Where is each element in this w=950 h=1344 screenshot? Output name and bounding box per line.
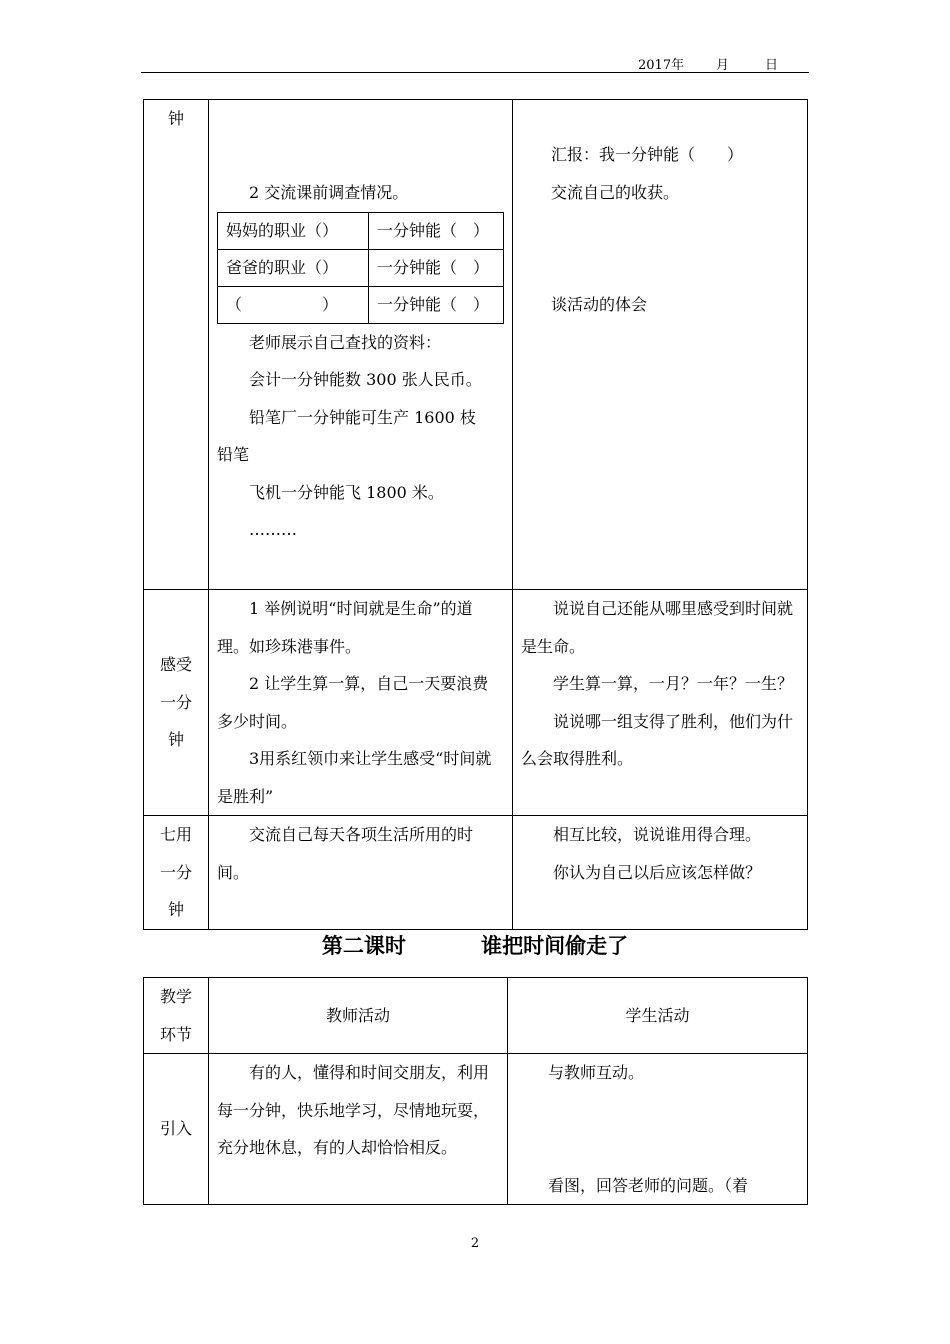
student-step: 说说哪一组支得了胜利，他们为什么会取得胜利。 xyxy=(521,711,794,768)
header-month: 月 xyxy=(716,58,730,73)
teacher-step: 有的人，懂得和时间交朋友，利用每一分钟，快乐地学习，尽情地玩耍，充分地休息，有的人却恰恰相反。 xyxy=(217,1063,490,1157)
survey-table xyxy=(217,212,504,324)
teacher-activity-cell xyxy=(209,816,513,930)
student-step: 说说自己还能从哪里感受到时间就是生命。 xyxy=(521,599,794,656)
survey-cell: （ ） xyxy=(218,286,369,323)
section-title xyxy=(0,928,950,964)
teacher-step: 2 让学生算一算，自己一天要浪费多少时间。 xyxy=(217,674,489,731)
student-share: 交流自己的收获。 xyxy=(551,182,680,202)
survey-intro: 2 交流课前调查情况。 xyxy=(249,183,409,202)
header-year: 2017年 xyxy=(638,58,685,73)
student-activity-cell xyxy=(513,100,808,590)
materials-intro: 老师展示自己查找的资料： xyxy=(249,332,442,352)
teacher-activity-cell xyxy=(209,590,513,816)
teacher-step: 1 举例说明“时间就是生命”的道理。如珍珠港事件。 xyxy=(217,599,473,656)
student-step: 相互比较，说说谁用得合理。 xyxy=(553,825,762,844)
student-step: 学生算一算，一月？一年？一生？ xyxy=(553,674,794,693)
teacher-step: 交流自己每天各项生活所用的时间。 xyxy=(217,825,474,882)
student-step: 与教师互动。 xyxy=(548,1063,645,1082)
survey-cell: 妈妈的职业（） xyxy=(218,212,369,249)
stage-label: 感受一分钟 xyxy=(144,590,209,816)
lesson-number: 第二课时 xyxy=(321,933,406,958)
student-talk: 谈活动的体会 xyxy=(551,295,648,314)
header-day: 日 xyxy=(765,58,779,73)
table-row xyxy=(144,100,808,590)
student-activity-cell xyxy=(513,590,808,816)
table-row xyxy=(218,249,504,286)
survey-cell: 一分钟能（ ） xyxy=(369,212,504,249)
stage-label: 钟 xyxy=(144,100,209,590)
lesson-table-2 xyxy=(143,977,808,1205)
teacher-activity-cell xyxy=(209,1054,508,1205)
material-item: 飞机一分钟能飞 1800 米。 xyxy=(249,482,444,502)
table-header-row xyxy=(144,978,808,1054)
material-item: 铅笔厂一分钟能可生产 1600 枝铅笔 xyxy=(217,407,476,464)
student-activity-cell xyxy=(508,1054,808,1205)
survey-cell: 一分钟能（ ） xyxy=(369,249,504,286)
teacher-step: 3用系红领巾来让学生感受“时间就是胜利” xyxy=(217,749,492,806)
table-row xyxy=(144,816,808,930)
survey-cell: 一分钟能（ ） xyxy=(369,286,504,323)
teacher-activity-cell xyxy=(209,100,513,590)
stage-label: 引入 xyxy=(144,1054,209,1205)
table-row xyxy=(218,212,504,249)
student-step: 看图，回答老师的问题。（着 xyxy=(548,1175,749,1195)
student-report: 汇报：我一分钟能（ ） xyxy=(551,145,744,164)
survey-cell: 爸爸的职业（） xyxy=(218,249,369,286)
student-activity-cell xyxy=(513,816,808,930)
stage-label: 七用一分钟 xyxy=(144,816,209,930)
table-row xyxy=(218,286,504,323)
header-teacher: 教师活动 xyxy=(209,978,508,1054)
table-row xyxy=(144,590,808,816)
lesson-topic: 谁把时间偷走了 xyxy=(481,933,629,958)
header-stage: 教学环节 xyxy=(144,978,209,1054)
header-student: 学生活动 xyxy=(508,978,808,1054)
table-row xyxy=(144,1054,808,1205)
page-number: 2 xyxy=(470,1236,480,1251)
material-item: 会计一分钟能数 300 张人民币。 xyxy=(249,370,482,389)
ellipsis: ……… xyxy=(249,520,297,539)
student-step: 你认为自己以后应该怎样做？ xyxy=(553,862,762,882)
lesson-table-1 xyxy=(143,99,808,930)
page-header xyxy=(141,54,809,73)
